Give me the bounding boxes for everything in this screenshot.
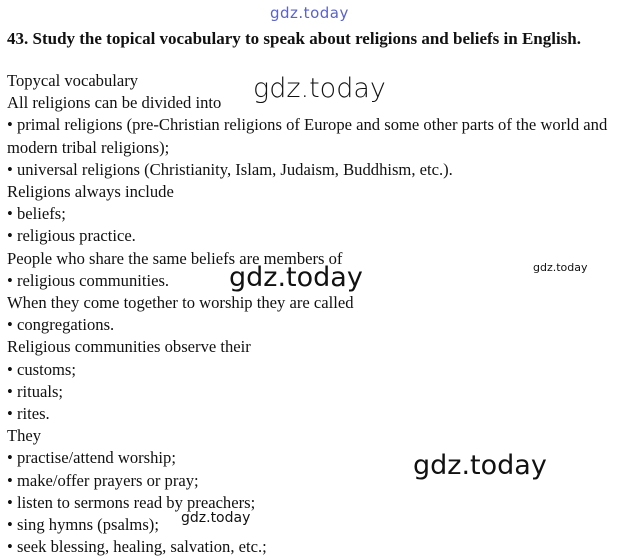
watermark: gdz.today [229,262,363,293]
list-item: • beliefs; [7,204,66,224]
list-item: • rites. [7,404,50,424]
text-line: All religions can be divided into [7,93,222,113]
list-item: • congregations. [7,315,115,335]
list-item: • customs; [7,359,76,379]
list-item: • sing hymns (psalms); [7,515,159,535]
vocabulary-text [7,70,617,558]
watermark-top: gdz.today [270,4,349,22]
text-line: Religious communities observe their [7,337,251,357]
text-line: They [7,426,42,446]
text-line: Religions always include [7,182,174,202]
text-line: People who share the same beliefs are members of [7,248,343,268]
watermark: gdz.today [253,73,386,104]
list-item: • practise/attend worship; [7,448,176,468]
list-item: • listen to sermons read by preachers; [7,492,256,512]
list-item: • make/offer prayers or pray; [7,470,199,490]
list-item: • primal religions (pre-Christian religions of Europe and some other parts of the world and modern tribal religions); [7,115,608,157]
watermark: gdz.today [181,510,251,526]
list-item: • universal religions (Christianity, Islam, Judaism, Buddhism, etc.). [7,159,453,179]
text-line: Topycal vocabulary [7,71,139,90]
exercise-heading: 43. Study the topical vocabulary to speak about religions and beliefs in English. [7,29,582,48]
list-item: • rituals; [7,381,64,401]
list-item: • religious practice. [7,226,136,246]
watermark: gdz.today [413,450,547,481]
list-item: • religious communities. [7,270,170,290]
watermark: gdz.today [533,261,588,274]
text-line: When they come together to worship they are called [7,293,354,313]
list-item: • seek blessing, healing, salvation, etc.; [7,537,267,557]
